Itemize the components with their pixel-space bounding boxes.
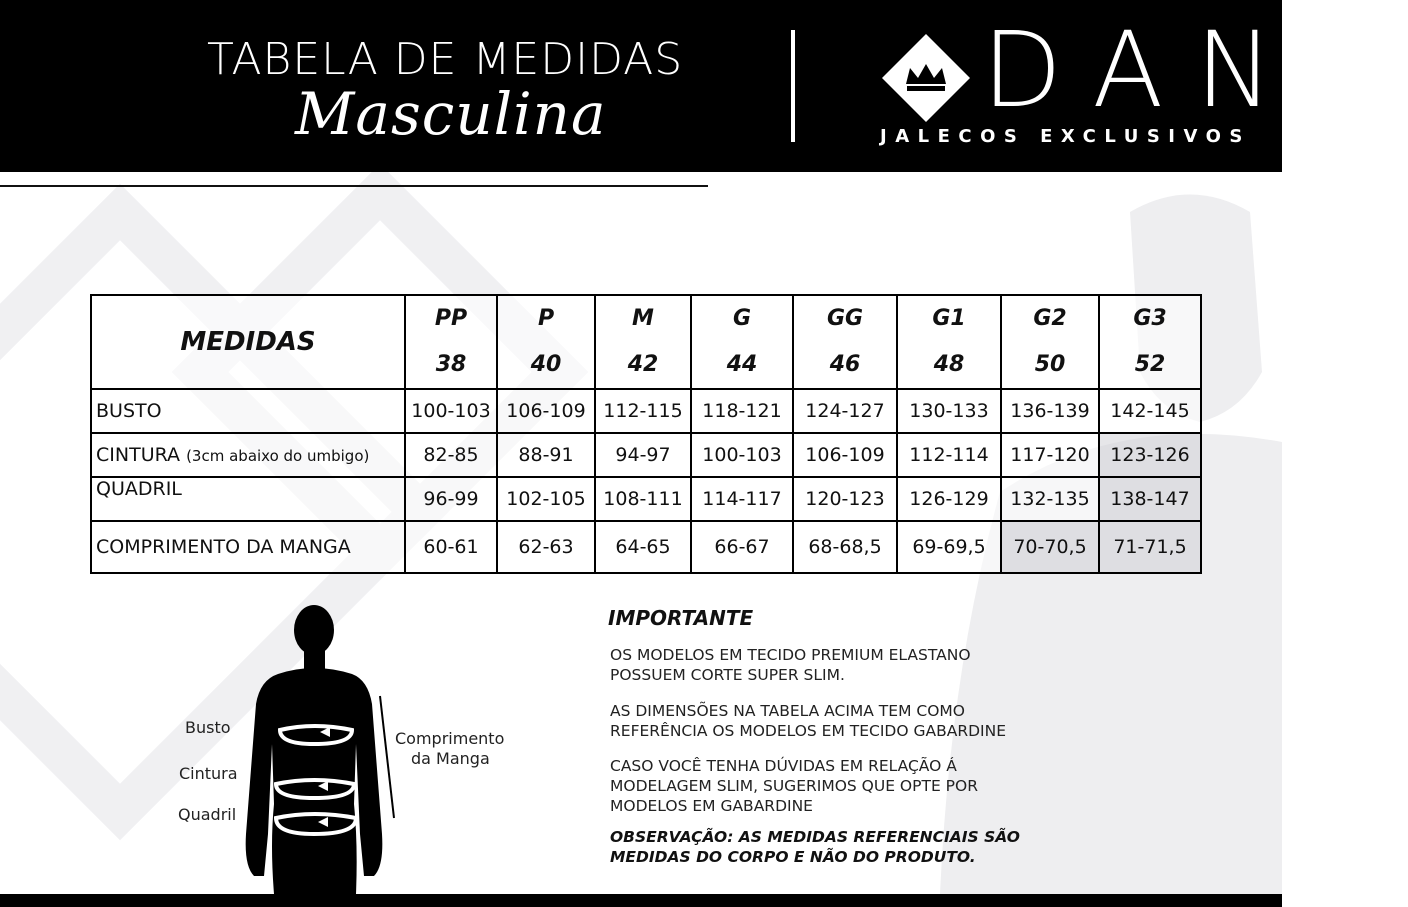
- table-header-row: [91, 295, 1201, 389]
- size-letter: G2: [1033, 306, 1067, 331]
- table-cell: 68-68,5: [793, 521, 897, 573]
- label-comprimento: Comprimento: [395, 729, 505, 748]
- table-cell: 118-121: [691, 389, 793, 433]
- table-cell: 130-133: [897, 389, 1001, 433]
- size-number: 48: [933, 352, 965, 377]
- text-line: MODELOS EM GABARDINE: [610, 797, 813, 815]
- size-header-g3: [1099, 295, 1201, 389]
- brand-name: DANA: [982, 9, 1408, 131]
- table-cell: 126-129: [897, 477, 1001, 521]
- size-letter: PP: [434, 306, 468, 331]
- table-cell: 112-114: [897, 433, 1001, 477]
- title-underline: [0, 185, 708, 187]
- text-line: POSSUEM CORTE SUPER SLIM.: [610, 666, 845, 684]
- row-label-text: CINTURA: [96, 444, 181, 466]
- table-cell: 64-65: [595, 521, 691, 573]
- size-header-p: [497, 295, 595, 389]
- size-letter: G3: [1133, 306, 1167, 331]
- table-cell: 100-103: [405, 389, 497, 433]
- table-cell: 60-61: [405, 521, 497, 573]
- table-cell: 71-71,5: [1099, 521, 1201, 573]
- text-line: MODELAGEM SLIM, SUGERIMOS QUE OPTE POR: [610, 777, 978, 795]
- text-line: MEDIDAS DO CORPO E NÃO DO PRODUTO.: [610, 848, 976, 866]
- table-cell: 120-123: [793, 477, 897, 521]
- row-label-cintura: [91, 433, 405, 477]
- table-cell: 82-85: [405, 433, 497, 477]
- page-subtitle-script: Masculina: [295, 80, 607, 148]
- important-paragraph-2: [610, 701, 1070, 741]
- page-title: TABELA DE MEDIDAS: [207, 34, 684, 85]
- crown-diamond-logo-icon: [880, 32, 972, 124]
- table-cell: 96-99: [405, 477, 497, 521]
- table-cell: 124-127: [793, 389, 897, 433]
- table-cell: 66-67: [691, 521, 793, 573]
- label-quadril: Quadril: [178, 805, 237, 824]
- size-header-gg: [793, 295, 897, 389]
- size-number: 50: [1034, 352, 1066, 377]
- important-paragraph-1: [610, 645, 1070, 685]
- size-letter: M: [632, 306, 654, 331]
- table-cell: 88-91: [497, 433, 595, 477]
- size-number: 40: [530, 352, 562, 377]
- size-header-g2: [1001, 295, 1099, 389]
- size-letter: G1: [932, 306, 966, 331]
- row-label-note: (3cm abaixo do umbigo): [186, 447, 370, 465]
- table-cell: 94-97: [595, 433, 691, 477]
- table-cell: 123-126: [1099, 433, 1201, 477]
- medidas-header: MEDIDAS: [91, 295, 405, 389]
- label-busto: Busto: [185, 718, 231, 737]
- brand-tagline: JALECOS EXCLUSIVOS: [880, 126, 1251, 147]
- size-number: 42: [627, 352, 659, 377]
- size-letter: G: [732, 306, 752, 331]
- size-number: 44: [726, 352, 758, 377]
- table-cell: 102-105: [497, 477, 595, 521]
- table-cell: 69-69,5: [897, 521, 1001, 573]
- row-label-quadril: QUADRIL: [91, 477, 405, 521]
- text-line: OS MODELOS EM TECIDO PREMIUM ELASTANO: [610, 646, 971, 664]
- table-row-comprimento-manga: [91, 521, 1201, 573]
- row-label-comprimento-manga: COMPRIMENTO DA MANGA: [91, 521, 405, 573]
- table-cell: 136-139: [1001, 389, 1099, 433]
- table-row-quadril: [91, 477, 1201, 521]
- table-row-busto: [91, 389, 1201, 433]
- text-line: CASO VOCÊ TENHA DÚVIDAS EM RELAÇÃO Á: [610, 757, 957, 775]
- label-cintura: Cintura: [179, 764, 238, 783]
- label-da-manga: da Manga: [411, 749, 490, 768]
- table-cell: 142-145: [1099, 389, 1201, 433]
- size-header-m: [595, 295, 691, 389]
- size-header-g: [691, 295, 793, 389]
- row-label-busto: BUSTO: [91, 389, 405, 433]
- footer-bar: [0, 894, 1282, 907]
- table-cell: 138-147: [1099, 477, 1201, 521]
- table-cell: 62-63: [497, 521, 595, 573]
- table-cell: 108-111: [595, 477, 691, 521]
- table-row-cintura: [91, 433, 1201, 477]
- text-line: OBSERVAÇÃO: AS MEDIDAS REFERENCIAIS SÃO: [610, 828, 1020, 846]
- body-silhouette-figure: [240, 604, 400, 894]
- size-header-g1: [897, 295, 1001, 389]
- observation-note: [610, 827, 1080, 867]
- table-cell: 132-135: [1001, 477, 1099, 521]
- table-cell: 106-109: [497, 389, 595, 433]
- size-number: 38: [435, 352, 467, 377]
- size-chart-table: [90, 294, 1202, 574]
- table-cell: 112-115: [595, 389, 691, 433]
- table-cell: 106-109: [793, 433, 897, 477]
- table-cell: 117-120: [1001, 433, 1099, 477]
- important-heading: IMPORTANTE: [608, 606, 754, 630]
- size-number: 46: [829, 352, 861, 377]
- text-line: REFERÊNCIA OS MODELOS EM TECIDO GABARDINE: [610, 722, 1006, 740]
- size-header-pp: [405, 295, 497, 389]
- size-number: 52: [1134, 352, 1166, 377]
- table-cell: 114-117: [691, 477, 793, 521]
- table-cell: 70-70,5: [1001, 521, 1099, 573]
- header-divider: [791, 30, 795, 142]
- text-line: AS DIMENSÕES NA TABELA ACIMA TEM COMO: [610, 702, 965, 720]
- size-letter: P: [537, 306, 555, 331]
- important-paragraph-3: [610, 756, 1070, 816]
- header-banner: [0, 0, 1408, 172]
- size-letter: GG: [826, 306, 864, 331]
- table-cell: 100-103: [691, 433, 793, 477]
